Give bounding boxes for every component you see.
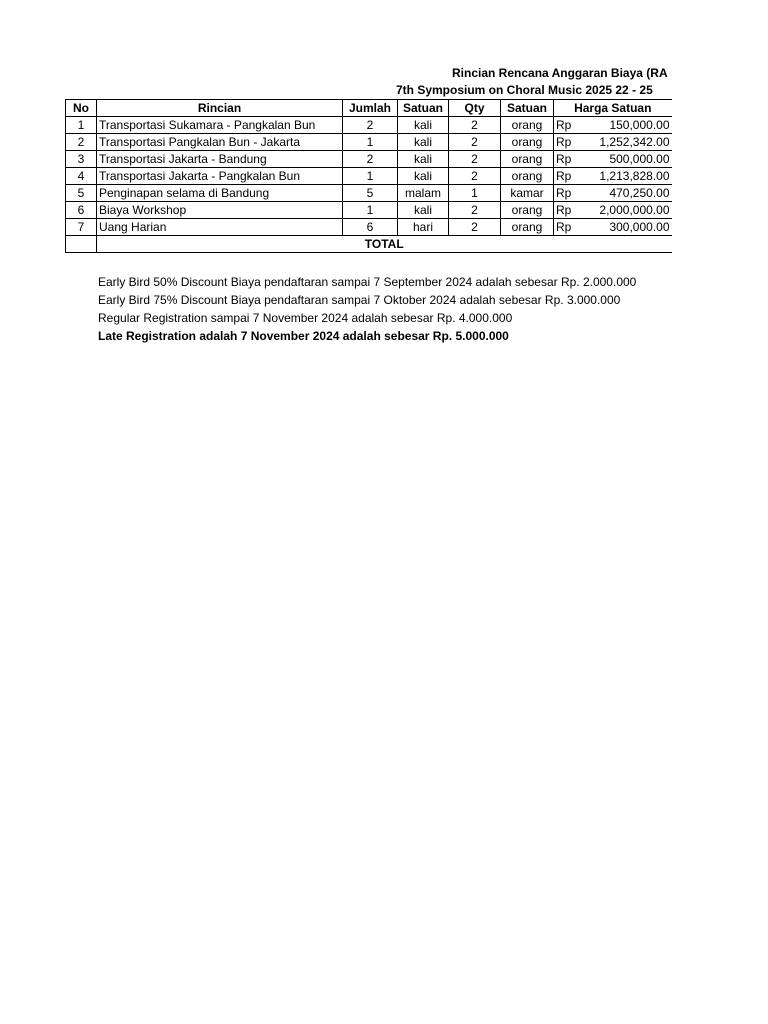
cell-qty: 2 (449, 168, 501, 185)
cell-satuan-2: orang (501, 117, 554, 134)
cell-satuan: malam (398, 185, 449, 202)
price-value: 1,213,828.00 (599, 169, 670, 183)
cell-satuan-2: kamar (501, 185, 554, 202)
column-header-satuan: Satuan (398, 100, 449, 117)
cell-no: 3 (66, 151, 97, 168)
price-value: 470,250.00 (609, 186, 670, 200)
price-value: 1,252,342.00 (599, 135, 670, 149)
price-value: 150,000.00 (609, 118, 670, 132)
column-header-jumlah: Jumlah (343, 100, 398, 117)
cell-satuan: kali (398, 168, 449, 185)
cell-no: 6 (66, 202, 97, 219)
currency-label: Rp (556, 186, 572, 200)
cell-satuan-2: orang (501, 202, 554, 219)
cell-rincian: Penginapan selama di Bandung (97, 185, 343, 202)
price-value: 300,000.00 (609, 220, 670, 234)
total-label: TOTAL (97, 236, 672, 253)
cell-satuan-2: orang (501, 219, 554, 236)
table-header-row (66, 100, 672, 117)
cell-rincian: Transportasi Sukamara - Pangkalan Bun (97, 117, 343, 134)
cell-rincian: Transportasi Pangkalan Bun - Jakarta (97, 134, 343, 151)
cell-rincian: Biaya Workshop (97, 202, 343, 219)
cell-satuan-2: orang (501, 168, 554, 185)
column-header-no: No (66, 100, 97, 117)
column-header-satuan-2: Satuan (501, 100, 554, 117)
currency-label: Rp (556, 118, 572, 132)
cell-harga-satuan (554, 219, 672, 236)
price-value: 500,000.00 (609, 152, 670, 166)
document-title: Rincian Rencana Anggaran Biaya (RA (452, 66, 668, 80)
currency-label: Rp (556, 169, 572, 183)
column-header-qty: Qty (449, 100, 501, 117)
table-row (66, 168, 672, 185)
cell-rincian: Uang Harian (97, 219, 343, 236)
cell-jumlah: 2 (343, 151, 398, 168)
column-header-harga-satuan: Harga Satuan (554, 100, 672, 117)
note-early-bird-75: Early Bird 75% Discount Biaya pendaftaran sampai 7 Oktober 2024 adalah sebesar Rp. 3.000.000 (98, 293, 621, 307)
document-subtitle: 7th Symposium on Choral Music 2025 22 - 25 (396, 83, 653, 97)
cell-satuan-2: orang (501, 151, 554, 168)
cell-no: 7 (66, 219, 97, 236)
cell-satuan-2: orang (501, 134, 554, 151)
cell-jumlah: 6 (343, 219, 398, 236)
cell-harga-satuan (554, 202, 672, 219)
cell-jumlah: 1 (343, 202, 398, 219)
note-late-registration: Late Registration adalah 7 November 2024 adalah sebesar Rp. 5.000.000 (98, 329, 509, 343)
cell-harga-satuan (554, 134, 672, 151)
cell-qty: 2 (449, 219, 501, 236)
cell-satuan: kali (398, 202, 449, 219)
cell-harga-satuan (554, 117, 672, 134)
column-header-rincian: Rincian (97, 100, 343, 117)
table-row (66, 202, 672, 219)
cell-qty: 2 (449, 151, 501, 168)
cell-rincian: Transportasi Jakarta - Bandung (97, 151, 343, 168)
cell-qty: 1 (449, 185, 501, 202)
budget-table (65, 99, 672, 253)
cell-rincian: Transportasi Jakarta - Pangkalan Bun (97, 168, 343, 185)
cell-jumlah: 1 (343, 168, 398, 185)
cell-harga-satuan (554, 168, 672, 185)
note-early-bird-50: Early Bird 50% Discount Biaya pendaftaran sampai 7 September 2024 adalah sebesar Rp. 2.000.000 (98, 275, 637, 289)
cell-qty: 2 (449, 202, 501, 219)
cell-jumlah: 5 (343, 185, 398, 202)
currency-label: Rp (556, 152, 572, 166)
cell-satuan: kali (398, 117, 449, 134)
table-row (66, 117, 672, 134)
table-row (66, 219, 672, 236)
cell-no: 5 (66, 185, 97, 202)
table-row (66, 151, 672, 168)
cell-empty (66, 236, 97, 253)
currency-label: Rp (556, 135, 572, 149)
cell-no: 2 (66, 134, 97, 151)
currency-label: Rp (556, 220, 572, 234)
cell-jumlah: 2 (343, 117, 398, 134)
cell-satuan: kali (398, 151, 449, 168)
cell-satuan: hari (398, 219, 449, 236)
price-value: 2,000,000.00 (599, 203, 670, 217)
cell-qty: 2 (449, 117, 501, 134)
cell-harga-satuan (554, 185, 672, 202)
cell-satuan: kali (398, 134, 449, 151)
currency-label: Rp (556, 203, 572, 217)
cell-jumlah: 1 (343, 134, 398, 151)
table-row (66, 185, 672, 202)
cell-no: 1 (66, 117, 97, 134)
cell-qty: 2 (449, 134, 501, 151)
cell-no: 4 (66, 168, 97, 185)
note-regular-registration: Regular Registration sampai 7 November 2024 adalah sebesar Rp. 4.000.000 (98, 311, 513, 325)
cell-harga-satuan (554, 151, 672, 168)
total-row (66, 236, 672, 253)
table-row (66, 134, 672, 151)
registration-notes (98, 273, 636, 345)
